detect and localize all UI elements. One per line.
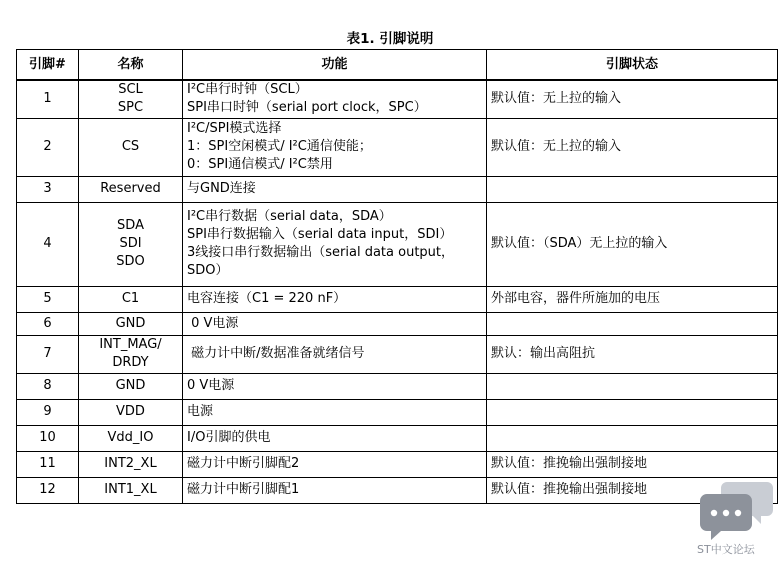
pin-name-line: Vdd_IO: [107, 430, 154, 445]
pin-number: 7: [17, 335, 79, 373]
pin-function-line: 与GND连接: [187, 181, 256, 196]
pin-name-line: SDI: [119, 236, 142, 251]
pin-state: [487, 312, 778, 335]
pin-name: [79, 335, 183, 373]
pin-function-line: 磁力计中断引脚配2: [187, 456, 300, 471]
pin-function-line: 0：SPI通信模式/ I²C禁用: [187, 157, 333, 172]
pin-name: [79, 373, 183, 399]
pin-state: 默认：输出高阻抗: [487, 335, 778, 373]
pin-state: [487, 425, 778, 451]
table-row: [17, 202, 778, 286]
pin-name: [79, 176, 183, 202]
pin-name-line: INT2_XL: [104, 456, 157, 471]
pin-name: [79, 118, 183, 176]
table-row: [17, 335, 778, 373]
pin-function-line: SPI串口时钟（serial port clock，SPC）: [187, 100, 427, 116]
pin-number: 4: [17, 202, 79, 286]
pin-function-line: 0 V电源: [187, 315, 239, 331]
pin-state: 默认值：推挽输出强制接地: [487, 477, 778, 503]
pin-function: [183, 202, 487, 286]
pin-number: 1: [17, 80, 79, 118]
table-row: [17, 477, 778, 503]
pin-function-line: 磁力计中断/数据准备就绪信号: [187, 346, 365, 361]
pin-name-line: VDD: [116, 404, 145, 419]
pin-name: [79, 286, 183, 312]
pin-function-line: I²C串行时钟（SCL）: [187, 82, 308, 98]
pin-state: [487, 373, 778, 399]
table-row: [17, 373, 778, 399]
pin-name: [79, 202, 183, 286]
pin-function: [183, 451, 487, 477]
pin-name: [79, 80, 183, 118]
pin-function: [183, 425, 487, 451]
table-row: [17, 118, 778, 176]
pin-name-line: SDO: [116, 254, 145, 269]
table-row: [17, 312, 778, 335]
pin-name-line: DRDY: [112, 355, 149, 370]
pin-number: 6: [17, 312, 79, 335]
pin-name: [79, 425, 183, 451]
pin-function: [183, 477, 487, 503]
pin-number: 3: [17, 176, 79, 202]
pin-function: [183, 335, 487, 373]
pin-description-table: [16, 49, 778, 504]
pin-function-line: I/O引脚的供电: [187, 430, 271, 445]
pin-state: [487, 399, 778, 425]
pin-state: 默认值：无上拉的输入: [487, 118, 778, 176]
pin-function-line: I²C串行数据（serial data，SDA）: [187, 209, 392, 224]
pin-function-line: 电容连接（C1 = 220 nF）: [187, 291, 347, 306]
pin-state: [487, 176, 778, 202]
pin-function: [183, 118, 487, 176]
pin-name-line: SCL: [118, 82, 143, 98]
pin-function-line: SPI串行数据输入（serial data input，SDI）: [187, 227, 453, 242]
table-row: [17, 176, 778, 202]
pin-function: [183, 399, 487, 425]
chat-bubbles-icon: [699, 480, 775, 542]
pin-function: [183, 176, 487, 202]
pin-name-line: C1: [121, 291, 140, 306]
watermark-text: ST中文论坛: [697, 543, 755, 556]
table-row: [17, 80, 778, 118]
pin-function-line: 1：SPI空闲模式/ I²C通信使能；: [187, 139, 372, 154]
pin-number: 9: [17, 399, 79, 425]
pin-function-line: 0 V电源: [187, 378, 235, 393]
pin-function-line: 电源: [187, 404, 214, 419]
pin-state: 外部电容，器件所施加的电压: [487, 286, 778, 312]
pin-name: [79, 451, 183, 477]
pin-function-line: 3线接口串行数据输出（serial data output，: [187, 245, 455, 260]
pin-function-line: I²C/SPI模式选择: [187, 121, 282, 136]
table-row: [17, 451, 778, 477]
header-function: 功能: [183, 50, 487, 81]
pin-state: 默认值：无上拉的输入: [487, 80, 778, 118]
pin-name: [79, 312, 183, 335]
pin-name: [79, 399, 183, 425]
pin-name-line: Reserved: [100, 181, 161, 196]
pin-state: 默认值：推挽输出强制接地: [487, 451, 778, 477]
pin-number: 2: [17, 118, 79, 176]
pin-function: [183, 80, 487, 118]
pin-function-line: SDO）: [187, 263, 229, 278]
pin-name-line: GND: [115, 315, 146, 331]
pin-number: 8: [17, 373, 79, 399]
pin-name-line: INT_MAG/: [99, 337, 162, 352]
pin-number: 10: [17, 425, 79, 451]
header-pin-state: 引脚状态: [487, 50, 778, 81]
pin-number: 12: [17, 477, 79, 503]
pin-function: [183, 373, 487, 399]
pin-rows: [17, 80, 778, 503]
pin-name-line: SDA: [117, 218, 144, 233]
header-pin-number: 引脚#: [17, 50, 79, 81]
header-name: 名称: [79, 50, 183, 81]
table-caption: 表1. 引脚说明: [346, 31, 434, 47]
table-row: [17, 286, 778, 312]
table-row: [17, 399, 778, 425]
pin-number: 5: [17, 286, 79, 312]
pin-function: [183, 312, 487, 335]
pin-function-line: 磁力计中断引脚配1: [187, 482, 300, 497]
pin-name: [79, 477, 183, 503]
pin-name-line: INT1_XL: [104, 482, 157, 497]
header-row: [17, 50, 778, 81]
pin-function: [183, 286, 487, 312]
pin-number: 11: [17, 451, 79, 477]
pin-name-line: SPC: [117, 100, 144, 116]
pin-name-line: GND: [115, 378, 146, 393]
table-row: [17, 425, 778, 451]
pin-name-line: CS: [121, 139, 140, 154]
pin-state: 默认值：（SDA）无上拉的输入: [487, 202, 778, 286]
